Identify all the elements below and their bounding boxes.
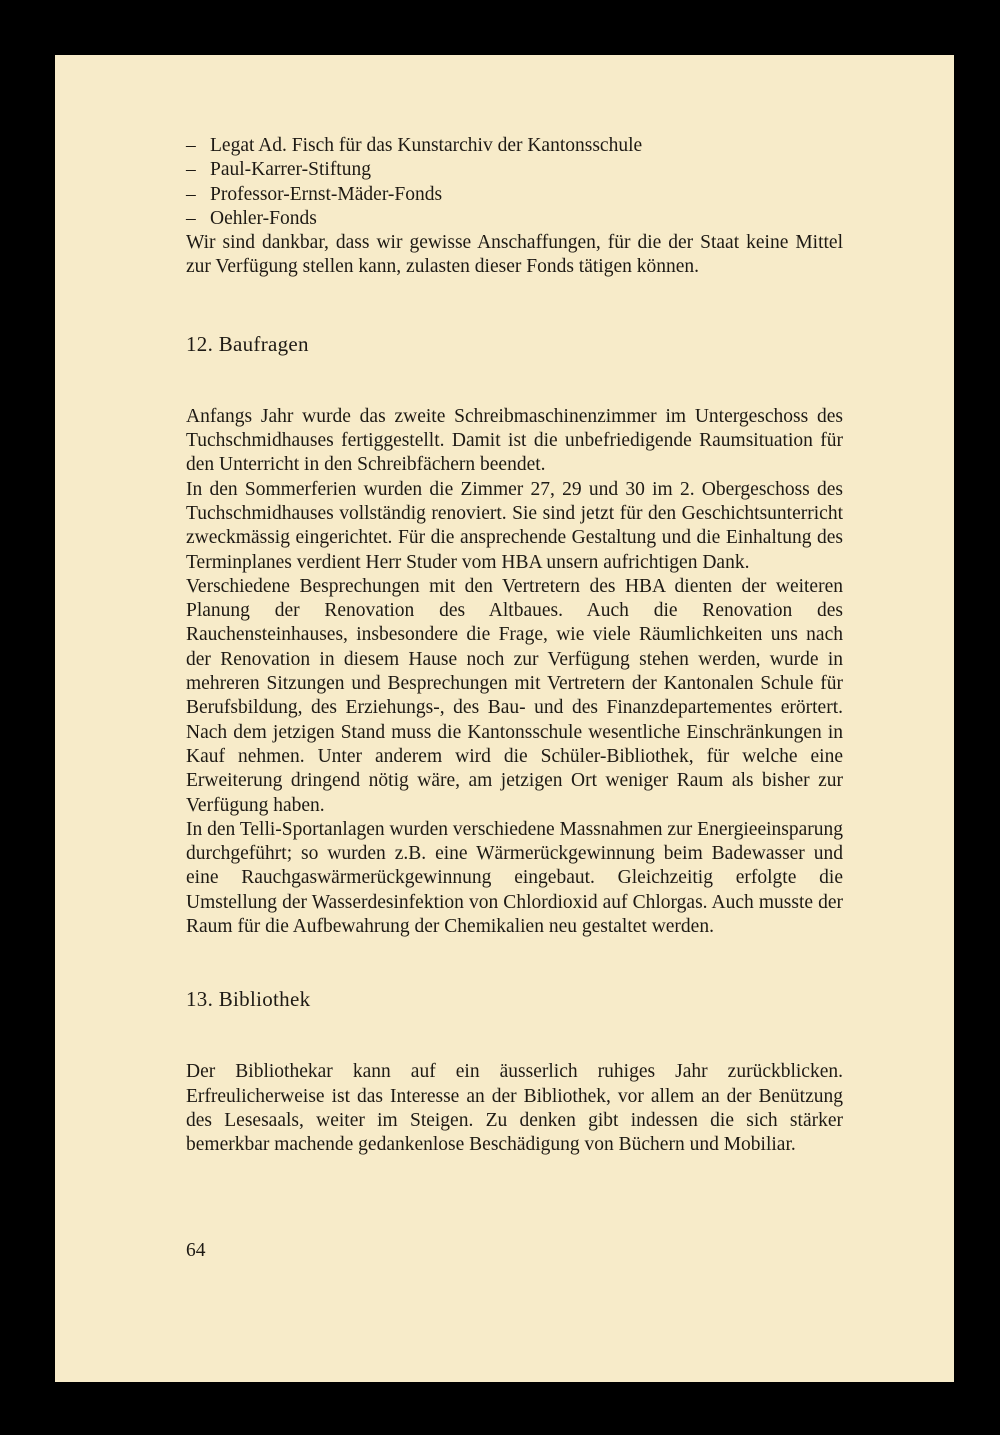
list-item-text: Paul-Karrer-Stiftung [210,159,371,181]
paragraph: Der Bibliothekar kann auf ein äusserlich ruhiges Jahr zurückblicken. Erfreulicherweise ist das Interesse an der Bibliothek, vor allem an der Benützung des Lesesaals, weiter im Steigen. Zu denken gibt indessen die sich stärker bemerkbar machende gedankenlose Beschädigung von Büchern und Mobiliar. [186,1061,843,1156]
paragraph: Verschiedene Besprechungen mit den Vertretern des HBA dienten der weiteren Planung der Renovation des Altbaues. Auch die Renovation des Rauchensteinhauses, insbesondere die Frage, wie viele Räumlichkeiten uns nach der Renovation in diesem Hause noch zur Verfügung stehen werden, wurde in mehreren Sitzungen und Besprechungen mit Vertretern der Kantonalen Schule für Berufsbildung, des Erziehungs-, des Bau- und des Finanzdepartementes erörtert. Nach dem jetzigen Stand muss die Kantonsschule wesentliche Einschränkungen in Kauf nehmen. Unter anderem wird die Schüler-Bibliothek, für welche eine Erweiterung dringend nötig wäre, am jetzigen Ort weniger Raum als bisher zur Verfügung haben. [186,575,843,816]
section-heading-bibliothek: 13. Bibliothek [186,987,311,1012]
page-number: 64 [186,1240,206,1261]
list-item [186,207,843,231]
list-item-text: Professor-Ernst-Mäder-Fonds [210,183,443,205]
list-dash: – [186,159,196,181]
list-dash: – [186,135,196,156]
intro-paragraph: Wir sind dankbar, dass wir gewisse Anschaffungen, für die der Staat keine Mittel zur Verfügung stellen kann, zulasten dieser Fonds tätigen können. [186,232,843,278]
fund-list [186,134,843,231]
list-item [186,183,843,207]
document-page [55,55,954,1382]
list-item [186,134,843,158]
list-dash: – [186,207,196,229]
section-heading-baufragen: 12. Baufragen [186,331,309,356]
paragraph: In den Sommerferien wurden die Zimmer 27, 29 und 30 im 2. Obergeschoss des Tuchschmidhauses vollständig renoviert. Sie sind jetzt für den Geschichtsunterricht zweckmässig eingerichtet. Für die ansprechende Gestaltung und die Einhaltung des Terminplanes verdient Herr Studer vom HBA unsern aufrichtigen Dank. [186,478,843,573]
list-item-text: Oehler-Fonds [210,207,317,229]
list-item-text: Legat Ad. Fisch für das Kunstarchiv der Kantonsschule [210,135,643,156]
list-item [186,158,843,182]
paragraph: Anfangs Jahr wurde das zweite Schreibmaschinenzimmer im Untergeschoss des Tuchschmidhauses fertiggestellt. Damit ist die unbefriedigende Raumsituation für den Unterricht in den Schreibfächern beendet. [186,405,843,476]
paragraph: In den Telli-Sportanlagen wurden verschiedene Massnahmen zur Energieeinsparung durchgeführt; so wurden z.B. eine Wärmerückgewinnung beim Badewasser und eine Rauchgaswärmerückgewinnung eingebaut. Gleichzeitig erfolgte die Umstellung der Wasserdesinfektion von Chlordioxid auf Chlorgas. Auch musste der Raum für die Aufbewahrung der Chemikalien neu gestaltet werden. [186,818,843,938]
page-content [186,134,843,1158]
list-dash: – [186,183,196,205]
